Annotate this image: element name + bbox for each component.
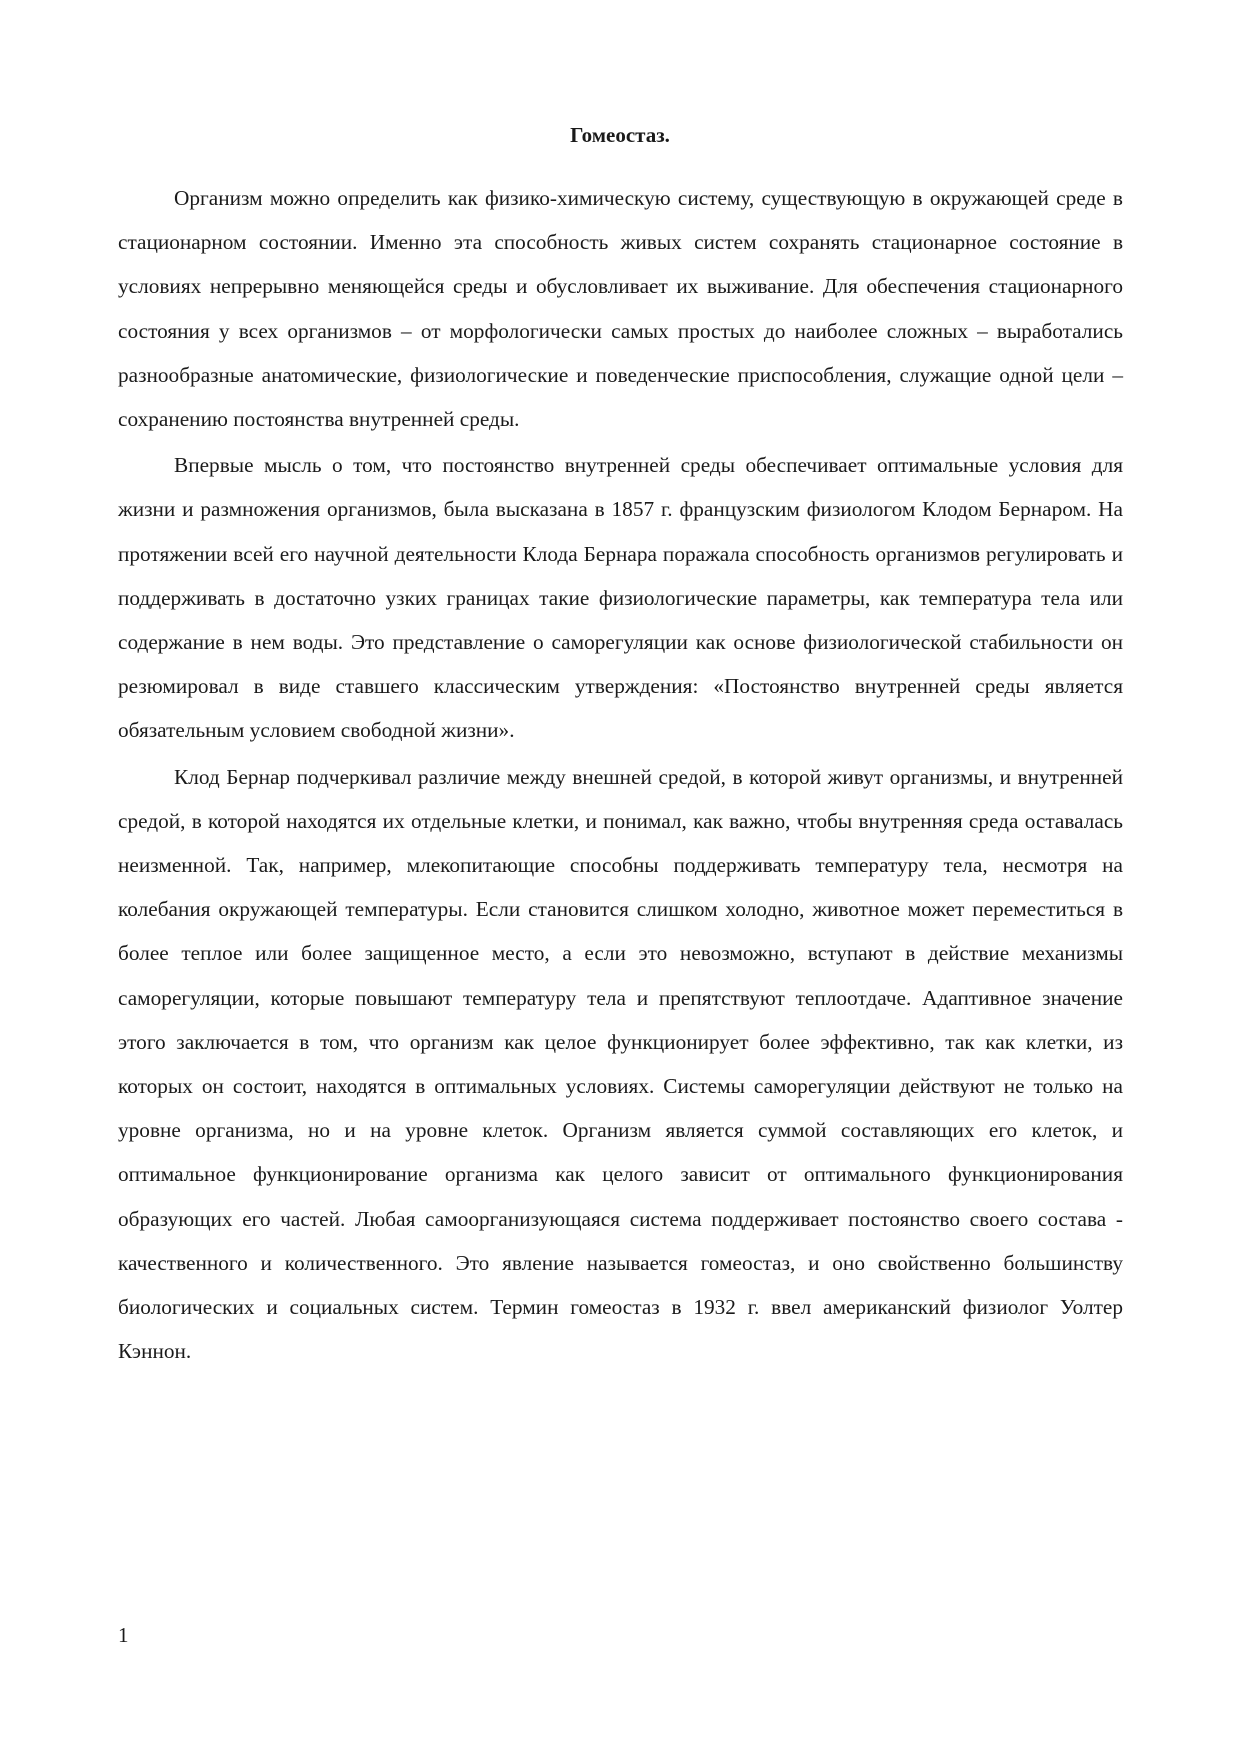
paragraph-1: Организм можно определить как физико-химическую систему, существующую в окружающей среде в стационарном состоянии. Именно эта способность живых систем сохранять стационарное состояние в условиях непрерывно меняющейся среды и обусловливает их выживание. Для обеспечения стационарного состояния у всех организмов – от морфологически самых простых до наиболее сложных – выработались разнообразные анатомические, физиологические и поведенческие приспособления, служащие одной цели – сохранению постоянства внутренней среды. <box>118 186 1123 432</box>
document-title: Гомеостаз. <box>570 123 670 147</box>
paragraph-2: Впервые мысль о том, что постоянство внутренней среды обеспечивает оптимальные условия для жизни и размножения организмов, была высказана в 1857 г. французским физиологом Клодом Бернаром. На протяжении всей его научной деятельности Клода Бернара поражала способность организмов регулировать и поддерживать в достаточно узких границах такие физиологические параметры, как температура тела или содержание в нем воды. Это представление о саморегуляции как основе физиологической стабильности он резюмировал в виде ставшего классическим утверждения: «Постоянство внутренней среды является обязательным условием свободной жизни». <box>118 453 1123 743</box>
document-body <box>118 176 1123 1375</box>
paragraph-3: Клод Бернар подчеркивал различие между внешней средой, в которой живут организмы, и внутренней средой, в которой находятся их отдельные клетки, и понимал, как важно, чтобы внутренняя среда оставалась неизменной. Так, например, млекопитающие способны поддерживать температуру тела, несмотря на колебания окружающей температуры. Если становится слишком холодно, животное может переместиться в более теплое или более защищенное место, а если это невозможно, вступают в действие механизмы саморегуляции, которые повышают температуру тела и препятствуют теплоотдаче. Адаптивное значение этого заключается в том, что организм как целое функционирует более эффективно, так как клетки, из которых он состоит, находятся в оптимальных условиях. Системы саморегуляции действуют не только на уровне организма, но и на уровне клеток. Организм является суммой составляющих его клеток, и оптимальное функционирование организма как целого зависит от оптимального функционирования образующих его частей. Любая самоорганизующаяся система поддерживает постоянство своего состава - качественного и количественного. Это явление называется гомеостаз, и оно свойственно большинству биологических и социальных систем. Термин гомеостаз в 1932 г. ввел американский физиолог Уолтер Кэннон. <box>118 764 1123 1364</box>
page-number: 1 <box>118 1623 129 1647</box>
